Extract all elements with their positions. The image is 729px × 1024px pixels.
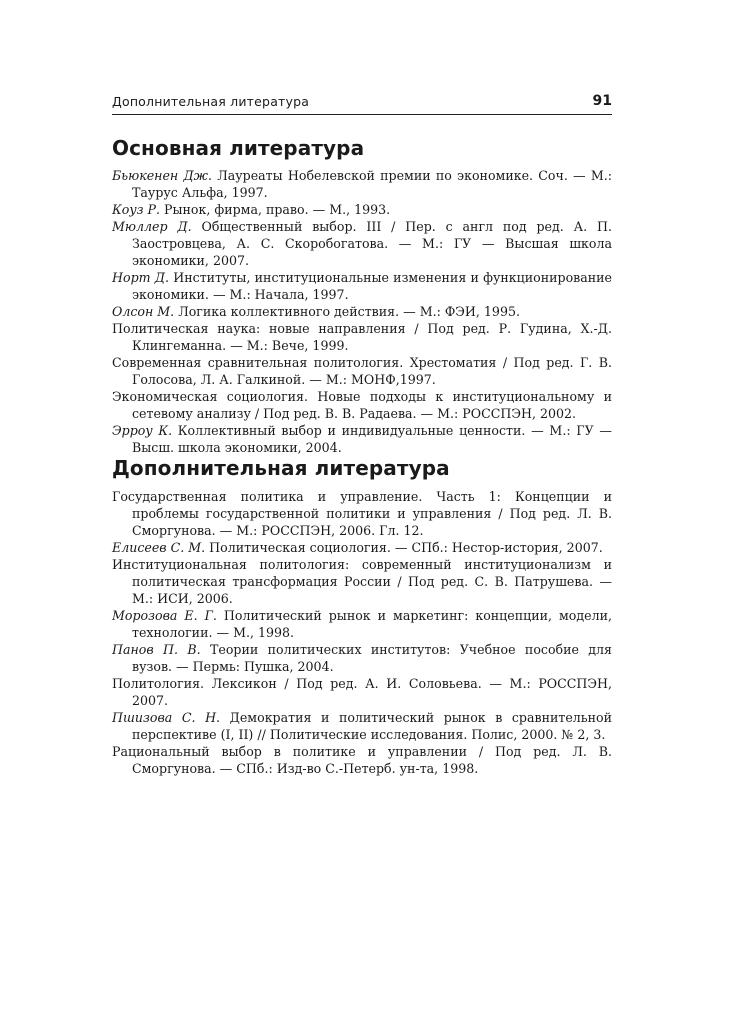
reference-author: Морозова Е. Г. bbox=[112, 608, 217, 623]
reference-item bbox=[112, 167, 612, 201]
reference-text: Коллективный выбор и индивидуальные ценности. — М.: ГУ — Высш. школа экономики, 2004. bbox=[132, 423, 612, 455]
reference-text: Политология. Лексикон / Под ред. А. И. Соловьева. — М.: РОССПЭН, 2007. bbox=[112, 676, 612, 708]
reference-text: Институциональная политология: современный институционализм и политическая трансформация России / Под ред. С. В. Патрушева. — М.: ИСИ, 2006. bbox=[112, 557, 612, 606]
reference-text: Общественный выбор. III / Пер. с англ под ред. А. П. Заостровцева, А. С. Скоробогатова. — М.: ГУ — Высшая школа экономики, 2007. bbox=[132, 219, 613, 268]
reference-text: Теории политических институтов: Учебное пособие для вузов. — Пермь: Пушка, 2004. bbox=[132, 642, 613, 674]
reference-text: Современная сравнительная политология. Хрестоматия / Под ред. Г. В. Голосова, Л. А. Галкиной. — М.: МОНФ,1997. bbox=[112, 355, 612, 387]
reference-item bbox=[112, 354, 612, 388]
section-heading-additional: Дополнительная литература bbox=[112, 456, 450, 480]
reference-item bbox=[112, 607, 612, 641]
reference-text: Рынок, фирма, право. — М., 1993. bbox=[159, 202, 391, 217]
reference-author: Олсон М. bbox=[112, 304, 175, 319]
running-head-title: Дополнительная литература bbox=[112, 94, 310, 109]
reference-text: . Лауреаты Нобелевской премии по экономике. Соч. — М.: Таурус Альфа, 1997. bbox=[132, 168, 612, 200]
reference-text: Демократия и политический рынок в сравнительной перспективе (I, II) // Политические исследования. Полис, 2000. № 2, 3. bbox=[132, 710, 612, 742]
reference-text: Экономическая социология. Новые подходы к институциональному и сетевому анализу / Под ред. В. В. Радаева. — М.: РОССПЭН, 2002. bbox=[112, 389, 612, 421]
reference-item bbox=[112, 422, 612, 456]
main-literature-list bbox=[112, 167, 612, 456]
reference-item bbox=[112, 641, 612, 675]
reference-item bbox=[112, 388, 612, 422]
reference-author: Норт Д. bbox=[112, 270, 170, 285]
reference-author: Елисеев С. М. bbox=[112, 540, 206, 555]
page-number: 91 bbox=[592, 93, 612, 109]
section-heading-main: Основная литература bbox=[112, 136, 365, 160]
reference-item bbox=[112, 709, 612, 743]
reference-item bbox=[112, 556, 612, 607]
reference-author: Мюллер Д. bbox=[112, 219, 192, 234]
reference-author: Пшизова С. Н. bbox=[112, 710, 221, 725]
reference-text: Политическая наука: новые направления / Под ред. Р. Гудина, Х.-Д. Клингеманна. — М.: Вече, 1999. bbox=[112, 321, 612, 353]
reference-item bbox=[112, 675, 612, 709]
reference-item bbox=[112, 269, 612, 303]
reference-text: Рациональный выбор в политике и управлении / Под ред. Л. В. Сморгунова. — СПб.: Изд-во С.-Петерб. ун-та, 1998. bbox=[112, 744, 612, 776]
reference-text: Логика коллективного действия. — М.: ФЭИ, 1995. bbox=[174, 304, 520, 319]
reference-item bbox=[112, 201, 612, 218]
additional-literature-list bbox=[112, 488, 612, 777]
reference-author: Бьюкенен Дж bbox=[112, 168, 208, 183]
reference-text: Политический рынок и маркетинг: концепции, модели, технологии. — М., 1998. bbox=[132, 608, 612, 640]
book-page bbox=[112, 0, 612, 1024]
reference-author: Коуз Р. bbox=[112, 202, 160, 217]
reference-text: Государственная политика и управление. Часть 1: Концепции и проблемы государственной политики и управления / Под ред. Л. В. Сморгунова. — М.: РОССПЭН, 2006. Гл. 12. bbox=[112, 489, 612, 538]
reference-item bbox=[112, 488, 612, 539]
running-head bbox=[112, 94, 612, 115]
reference-text: Политическая социология. — СПб.: Нестор-история, 2007. bbox=[205, 540, 603, 555]
reference-item bbox=[112, 303, 612, 320]
reference-author: Эрроу К. bbox=[112, 423, 173, 438]
reference-item bbox=[112, 320, 612, 354]
reference-author: Панов П. В. bbox=[112, 642, 201, 657]
reference-text: Институты, институциональные изменения и функционирование экономики. — М.: Начала, 1997. bbox=[132, 270, 612, 302]
reference-item bbox=[112, 743, 612, 777]
reference-item bbox=[112, 218, 612, 269]
reference-item bbox=[112, 539, 612, 556]
